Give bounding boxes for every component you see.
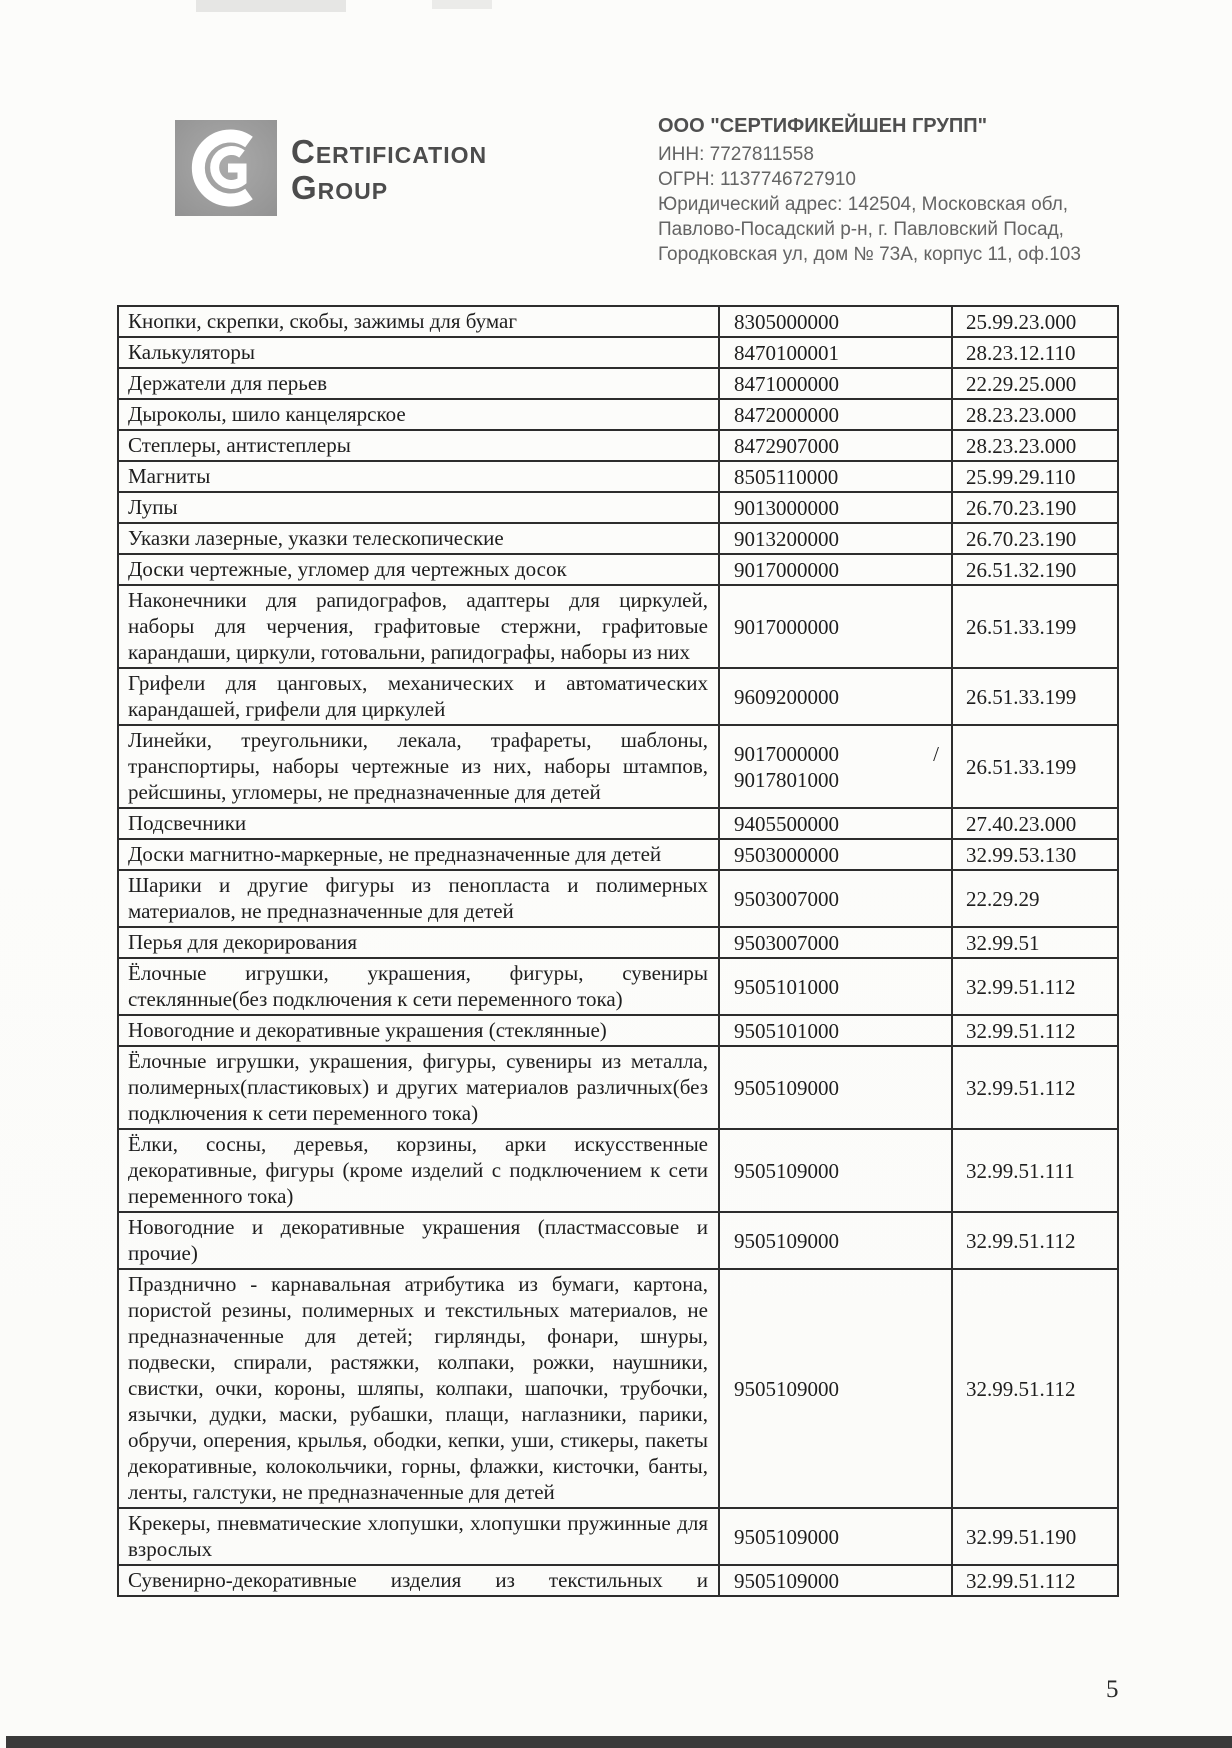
product-description-cell: Доски магнитно-маркерные, не предназначенные для детей [118,839,719,870]
tnved-code-cell [719,1508,952,1565]
table-row [118,1565,1118,1596]
okpd-code-cell: 28.23.12.110 [952,337,1118,368]
product-description-cell: Линейки, треугольники, лекала, трафареты, шаблоны, транспортиры, наборы чертежные из них, наборы штампов, рейсшины, угломеры, не предназначенные для детей [118,725,719,808]
logo-wordmark [291,134,487,206]
okpd-code-cell: 25.99.29.110 [952,461,1118,492]
product-description-cell: Шарики и другие фигуры из пенопласта и полимерных материалов, не предназначенные для детей [118,870,719,927]
tnved-code-cell [719,668,952,725]
product-description-cell: Лупы [118,492,719,523]
okpd-code-cell: 32.99.51.112 [952,1565,1118,1596]
tnved-code-cell [719,585,952,668]
okpd-code-cell: 26.70.23.190 [952,523,1118,554]
table-row [118,1046,1118,1129]
tnved-code: 9405500000 [734,811,839,836]
tnved-code-cell [719,1565,952,1596]
tnved-code: 9503007000 [734,930,839,955]
table-row [118,1015,1118,1046]
logo-word-line2: Group [291,169,389,206]
tnved-code-cell [719,1015,952,1046]
tnved-code-cell [719,725,952,808]
products-codes-table-wrap [117,305,1121,1597]
tnved-code: 9609200000 [734,684,839,709]
table-row [118,1212,1118,1269]
tnved-code-cell [719,927,952,958]
tnved-code-cell [719,554,952,585]
okpd-code-cell: 26.51.32.190 [952,554,1118,585]
tnved-code-cell [719,430,952,461]
okpd-code-cell: 32.99.51.112 [952,1269,1118,1508]
tnved-code: 9505109000 [734,1228,839,1253]
product-description-cell: Крекеры, пневматические хлопушки, хлопушки пружинные для взрослых [118,1508,719,1565]
tnved-code: 9505101000 [734,1018,839,1043]
table-row [118,585,1118,668]
cg-logo-icon [175,120,277,216]
tnved-code-cell [719,492,952,523]
okpd-code-cell: 32.99.51 [952,927,1118,958]
tnved-code: 9505109000 [734,1568,839,1593]
okpd-code-cell: 32.99.51.190 [952,1508,1118,1565]
okpd-code-cell: 32.99.53.130 [952,839,1118,870]
code-separator: / [933,741,939,766]
okpd-code-cell: 28.23.23.000 [952,430,1118,461]
company-name: ООО "СЕРТИФИКЕЙШЕН ГРУПП" [658,115,988,137]
tnved-code: 8470100001 [734,340,839,365]
product-description-cell: Кнопки, скрепки, скобы, зажимы для бумаг [118,306,719,337]
product-description-cell: Подсвечники [118,808,719,839]
tnved-code-cell [719,1046,952,1129]
company-address-line3: Городковская ул, дом № 73А, корпус 11, оф.103 [658,244,1081,265]
okpd-code-cell: 26.51.33.199 [952,668,1118,725]
tnved-code: 9017000000 / 9017801000 [734,741,939,792]
tnved-code-cell [719,306,952,337]
table-row [118,523,1118,554]
okpd-code-cell: 25.99.23.000 [952,306,1118,337]
tnved-code: 9505109000 [734,1158,839,1183]
table-row [118,808,1118,839]
scan-artifact [432,0,492,9]
okpd-code-cell: 26.51.33.199 [952,585,1118,668]
table-row [118,1269,1118,1508]
table-row [118,554,1118,585]
tnved-code-cell [719,870,952,927]
table-row [118,927,1118,958]
tnved-code-cell [719,1269,952,1508]
product-description-cell: Дыроколы, шило канцелярское [118,399,719,430]
table-row [118,368,1118,399]
product-description-cell: Ёлки, сосны, деревья, корзины, арки искусственные декоративные, фигуры (кроме изделий с подключением к сети переменного тока) [118,1129,719,1212]
table-row [118,306,1118,337]
tnved-code: 9017000000 [734,557,839,582]
tnved-code: 9013200000 [734,526,839,551]
tnved-code: 8472907000 [734,433,839,458]
company-info-block [658,114,1118,267]
page-number: 5 [1106,1676,1119,1703]
product-description-cell: Перья для декорирования [118,927,719,958]
table-row [118,958,1118,1015]
product-description-cell: Калькуляторы [118,337,719,368]
tnved-code: 8472000000 [734,402,839,427]
okpd-code-cell: 32.99.51.112 [952,1212,1118,1269]
okpd-code-cell: 32.99.51.112 [952,1015,1118,1046]
table-row [118,399,1118,430]
tnved-code-cell [719,337,952,368]
table-body [118,306,1118,1596]
product-description-cell: Ёлочные игрушки, украшения, фигуры, сувениры из металла, полимерных(пластиковых) и других материалов различных(без подключения к сети переменного тока) [118,1046,719,1129]
table-row [118,1129,1118,1212]
product-description-cell: Грифели для цанговых, механических и автоматических карандашей, грифели для циркулей [118,668,719,725]
okpd-code-cell: 22.29.29 [952,870,1118,927]
okpd-code-cell: 32.99.51.112 [952,958,1118,1015]
okpd-code-cell: 27.40.23.000 [952,808,1118,839]
product-description-cell: Ёлочные игрушки, украшения, фигуры, сувениры стеклянные(без подключения к сети переменного тока) [118,958,719,1015]
logo-word-line1: Certification [291,133,488,170]
table-row [118,725,1118,808]
tnved-code: 9503007000 [734,886,839,911]
tnved-code: 9017000000 [734,614,839,639]
okpd-code-cell: 26.70.23.190 [952,492,1118,523]
tnved-code: 9503000000 [734,842,839,867]
tnved-code-cell [719,1129,952,1212]
tnved-code-cell [719,399,952,430]
product-description-cell: Держатели для перьев [118,368,719,399]
table-row [118,461,1118,492]
tnved-code-cell [719,839,952,870]
product-description-cell: Указки лазерные, указки телескопические [118,523,719,554]
tnved-code-cell [719,461,952,492]
okpd-code-cell: 26.51.33.199 [952,725,1118,808]
product-description-cell: Празднично - карнавальная атрибутика из бумаги, картона, пористой резины, полимерных и текстильных материалов, не предназначенные для детей; гирлянды, фонари, шнуры, подвески, спирали, растяжки, колпаки, рожки, наушники, свистки, очки, короны, шляпы, колпаки, шапочки, трубочки, язычки, дудки, маски, рубашки, плащи, наглазники, парики, обручи, оперения, крылья, ободки, кепки, уши, стикеры, пакеты декоративные, колокольчики, горны, флажки, кисточки, банты, ленты, галстуки, не предназначенные для детей [118,1269,719,1508]
product-description-cell: Наконечники для рапидографов, адаптеры для циркулей, наборы для черчения, графитовые стержни, графитовые карандаши, циркули, готовальни, рапидографы, наборы из них [118,585,719,668]
okpd-code-cell: 28.23.23.000 [952,399,1118,430]
product-description-cell: Степлеры, антистеплеры [118,430,719,461]
product-description-cell: Новогодние и декоративные украшения (стеклянные) [118,1015,719,1046]
company-address-line1: Юридический адрес: 142504, Московская обл, [658,194,1069,215]
tnved-code-cell [719,1212,952,1269]
cg-monogram-icon [175,120,277,216]
table-row [118,839,1118,870]
table-row [118,668,1118,725]
okpd-code-cell: 32.99.51.112 [952,1046,1118,1129]
product-description-cell: Новогодние и декоративные украшения (пластмассовые и прочие) [118,1212,719,1269]
product-description-cell: Сувенирно-декоративные изделия из текстильных и [118,1565,719,1596]
okpd-code-cell: 32.99.51.111 [952,1129,1118,1212]
table-row [118,430,1118,461]
tnved-code: 8505110000 [734,464,839,489]
table-row [118,870,1118,927]
scan-edge-artifact [6,1736,1232,1748]
tnved-code: 9505109000 [734,1524,839,1549]
product-description-cell: Доски чертежные, угломер для чертежных досок [118,554,719,585]
table-row [118,1508,1118,1565]
tnved-code: 8471000000 [734,371,839,396]
company-inn: ИНН: 7727811558 [658,144,814,165]
tnved-code-cell [719,368,952,399]
tnved-code: 9505109000 [734,1075,839,1100]
company-ogrn: ОГРН: 1137746727910 [658,169,856,190]
tnved-code-cell [719,523,952,554]
tnved-code-cell [719,958,952,1015]
tnved-code-cell [719,808,952,839]
okpd-code-cell: 22.29.25.000 [952,368,1118,399]
products-codes-table [117,305,1119,1597]
tnved-code: 9013000000 [734,495,839,520]
tnved-code: 8305000000 [734,309,839,334]
scan-artifact [196,0,346,12]
tnved-code: 9505101000 [734,974,839,999]
company-address-line2: Павлово-Посадский р-н, г. Павловский Посад, [658,219,1064,240]
table-row [118,492,1118,523]
table-row [118,337,1118,368]
tnved-code: 9505109000 [734,1376,839,1401]
product-description-cell: Магниты [118,461,719,492]
